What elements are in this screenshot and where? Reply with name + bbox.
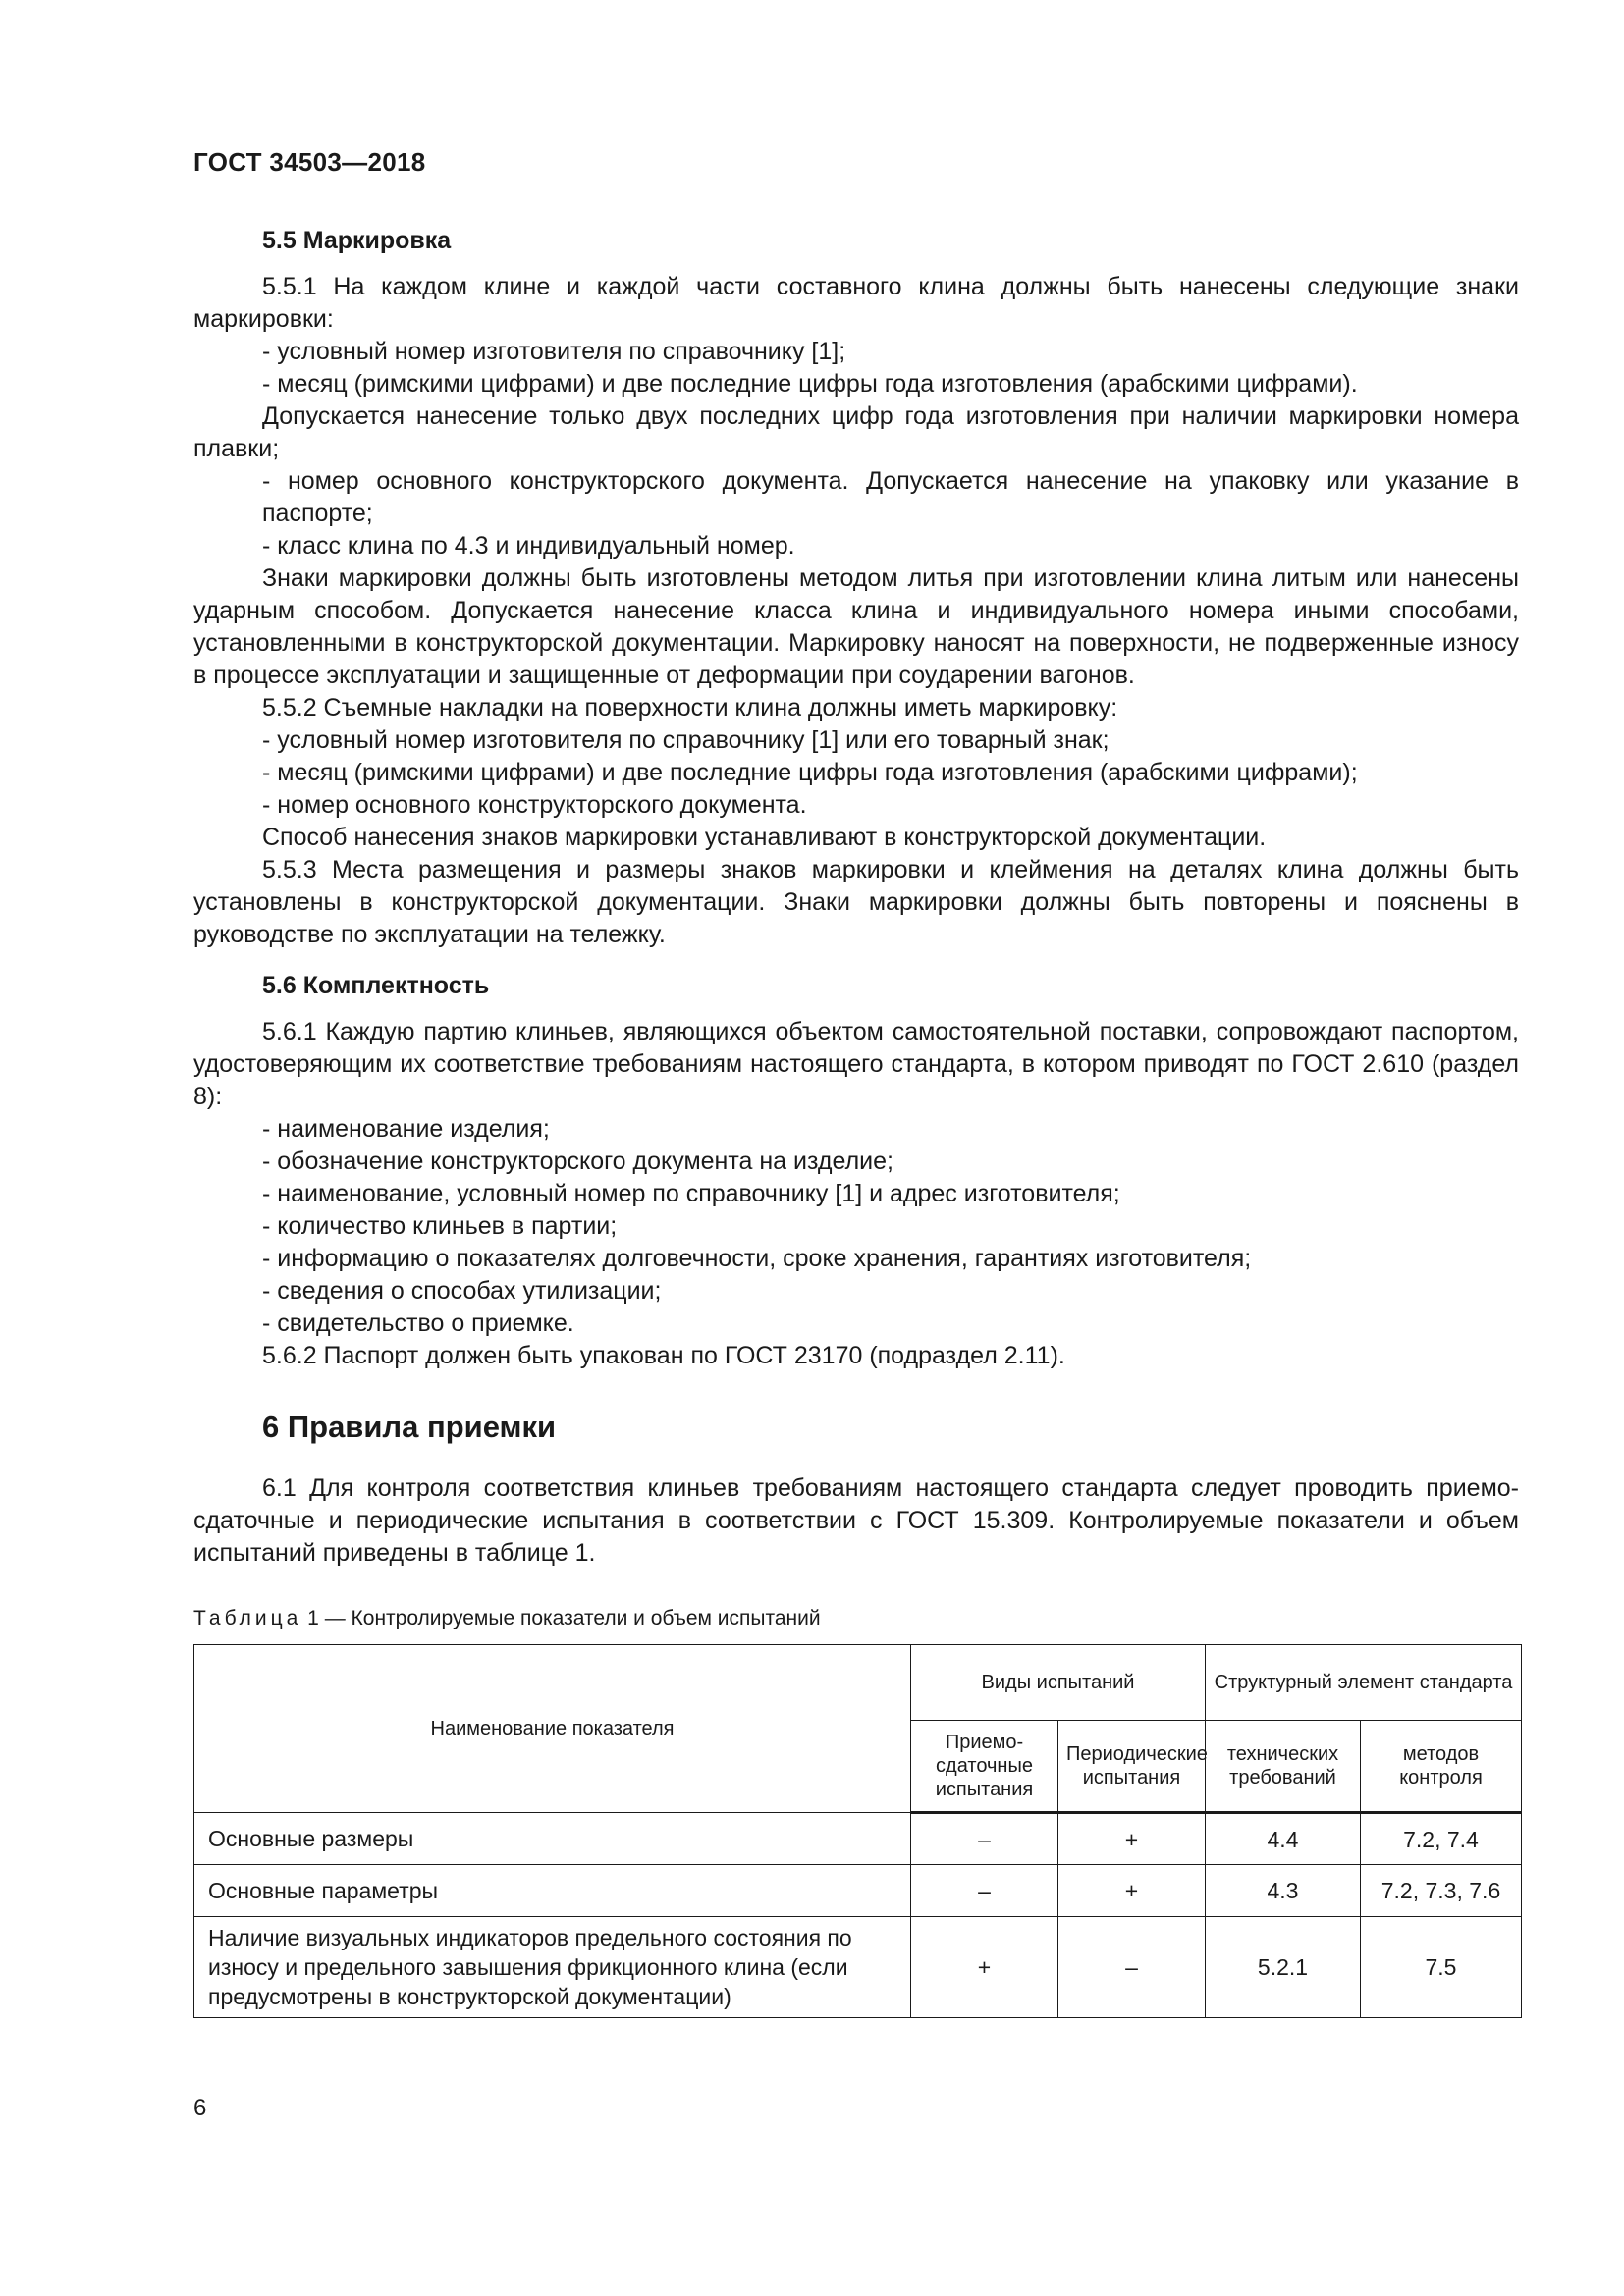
table-row: [194, 1865, 1522, 1917]
acceptance-table: [193, 1644, 1522, 2018]
cell-acceptance: –: [911, 1813, 1058, 1865]
paragraph-5-6-1: 5.6.1 Каждую партию клиньев, являющихся объектом самостоятельной поставки, сопровождают паспортом, удостоверяющим их соответствие требованиям настоящего стандарта, в котором приводят по ГОСТ 2.610 (раздел 8):: [193, 1018, 1519, 1110]
list-item: - наименование изделия;: [262, 1115, 550, 1143]
chapter-6-title: 6 Правила приемки: [262, 1410, 557, 1444]
list-item: - условный номер изготовителя по справочнику [1] или его товарный знак;: [262, 726, 1110, 754]
cell-indicator-name: Наличие визуальных индикаторов предельного состояния по износу и предельного завышения фрикционного клина (если предусмотрены в конструкторской документации): [194, 1917, 911, 2018]
cell-control-methods: 7.2, 7.4: [1361, 1813, 1522, 1865]
cell-control-methods: 7.2, 7.3, 7.6: [1361, 1865, 1522, 1917]
section-5-5-title: 5.5 Маркировка: [262, 227, 452, 254]
cell-periodic: +: [1058, 1813, 1206, 1865]
list-item: - обозначение конструкторского документа на изделие;: [262, 1148, 893, 1175]
page-content: [193, 224, 1519, 2018]
header-periodic-tests: Периодические испытания: [1058, 1721, 1206, 1813]
cell-tech-requirements: 4.3: [1206, 1865, 1361, 1917]
list-item: - месяц (римскими цифрами) и две последние цифры года изготовления (арабскими цифрами);: [262, 759, 1358, 786]
list-item: - класс клина по 4.3 и индивидуальный номер.: [262, 532, 795, 560]
table-row: [194, 1813, 1522, 1865]
cell-control-methods: 7.5: [1361, 1917, 1522, 2018]
header-control-methods: методов контроля: [1361, 1721, 1522, 1813]
paragraph-5-5-3: 5.5.3 Места размещения и размеры знаков маркировки и клеймения на деталях клина должны быть установлены в конструкторской документации. Знаки маркировки должны быть повторены и пояснены в руководстве по эксплуатации на тележку.: [193, 856, 1519, 948]
list-item: - сведения о способах утилизации;: [262, 1277, 662, 1305]
cell-tech-requirements: 4.4: [1206, 1813, 1361, 1865]
cell-tech-requirements: 5.2.1: [1206, 1917, 1361, 2018]
header-technical-requirements: технических требований: [1206, 1721, 1361, 1813]
cell-indicator-name: Основные параметры: [194, 1865, 911, 1917]
header-structural-element: Структурный элемент стандарта: [1206, 1645, 1522, 1721]
table-caption: [193, 1605, 1519, 1632]
list-item: - наименование, условный номер по справочнику [1] и адрес изготовителя;: [262, 1180, 1120, 1207]
list-item: - количество клиньев в партии;: [262, 1212, 618, 1240]
paragraph-marking-method: Знаки маркировки должны быть изготовлены методом литья при изготовлении клина литым или нанесены ударным способом. Допускается нанесение класса клина и индивидуального номера иными способами, установленными в конструкторской документации. Маркировку наносят на поверхности, не подверженные износу в процессе эксплуатации и защищенные от деформации при соударении вагонов.: [193, 564, 1519, 689]
cell-indicator-name: Основные размеры: [194, 1813, 911, 1865]
cell-acceptance: –: [911, 1865, 1058, 1917]
list-item: - номер основного конструкторского документа.: [262, 791, 807, 819]
list-item-continuation: Допускается нанесение только двух последних цифр года изготовления при наличии маркировки номера плавки;: [193, 402, 1519, 462]
list-item: - условный номер изготовителя по справочнику [1];: [262, 338, 846, 365]
cell-periodic: –: [1058, 1917, 1206, 2018]
list-item: - месяц (римскими цифрами) и две последние цифры года изготовления (арабскими цифрами).: [262, 370, 1358, 398]
header-indicator-name: Наименование показателя: [194, 1645, 911, 1813]
paragraph-5-6-2: 5.6.2 Паспорт должен быть упакован по ГОСТ 23170 (подраздел 2.11).: [262, 1342, 1065, 1369]
page-number: 6: [193, 2095, 207, 2121]
table-caption-label: Таблица: [193, 1607, 302, 1629]
document-header: ГОСТ 34503—2018: [193, 147, 426, 177]
table-caption-text: 1 — Контролируемые показатели и объем испытаний: [301, 1607, 821, 1629]
paragraph-5-5-1: 5.5.1 На каждом клине и каждой части составного клина должны быть нанесены следующие знаки маркировки:: [193, 273, 1519, 333]
list-item: - номер основного конструкторского документа. Допускается нанесение на упаковку или указание в паспорте;: [262, 467, 1519, 527]
header-test-types: Виды испытаний: [911, 1645, 1206, 1721]
paragraph-marking-application: Способ нанесения знаков маркировки устанавливают в конструкторской документации.: [262, 824, 1267, 851]
cell-acceptance: +: [911, 1917, 1058, 2018]
section-5-6-title: 5.6 Комплектность: [262, 972, 490, 999]
paragraph-6-1: 6.1 Для контроля соответствия клиньев требованиям настоящего стандарта следует проводить приемо-сдаточные и периодические испытания в соответствии с ГОСТ 15.309. Контролируемые показатели и объем испытаний приведены в таблице 1.: [193, 1474, 1519, 1567]
table-row: [194, 1917, 1522, 2018]
list-item: - информацию о показателях долговечности, сроке хранения, гарантиях изготовителя;: [262, 1245, 1252, 1272]
cell-periodic: +: [1058, 1865, 1206, 1917]
list-item: - свидетельство о приемке.: [262, 1309, 574, 1337]
header-acceptance-tests: Приемо-сдаточные испытания: [911, 1721, 1058, 1813]
paragraph-5-5-2: 5.5.2 Съемные накладки на поверхности клина должны иметь маркировку:: [262, 694, 1118, 721]
